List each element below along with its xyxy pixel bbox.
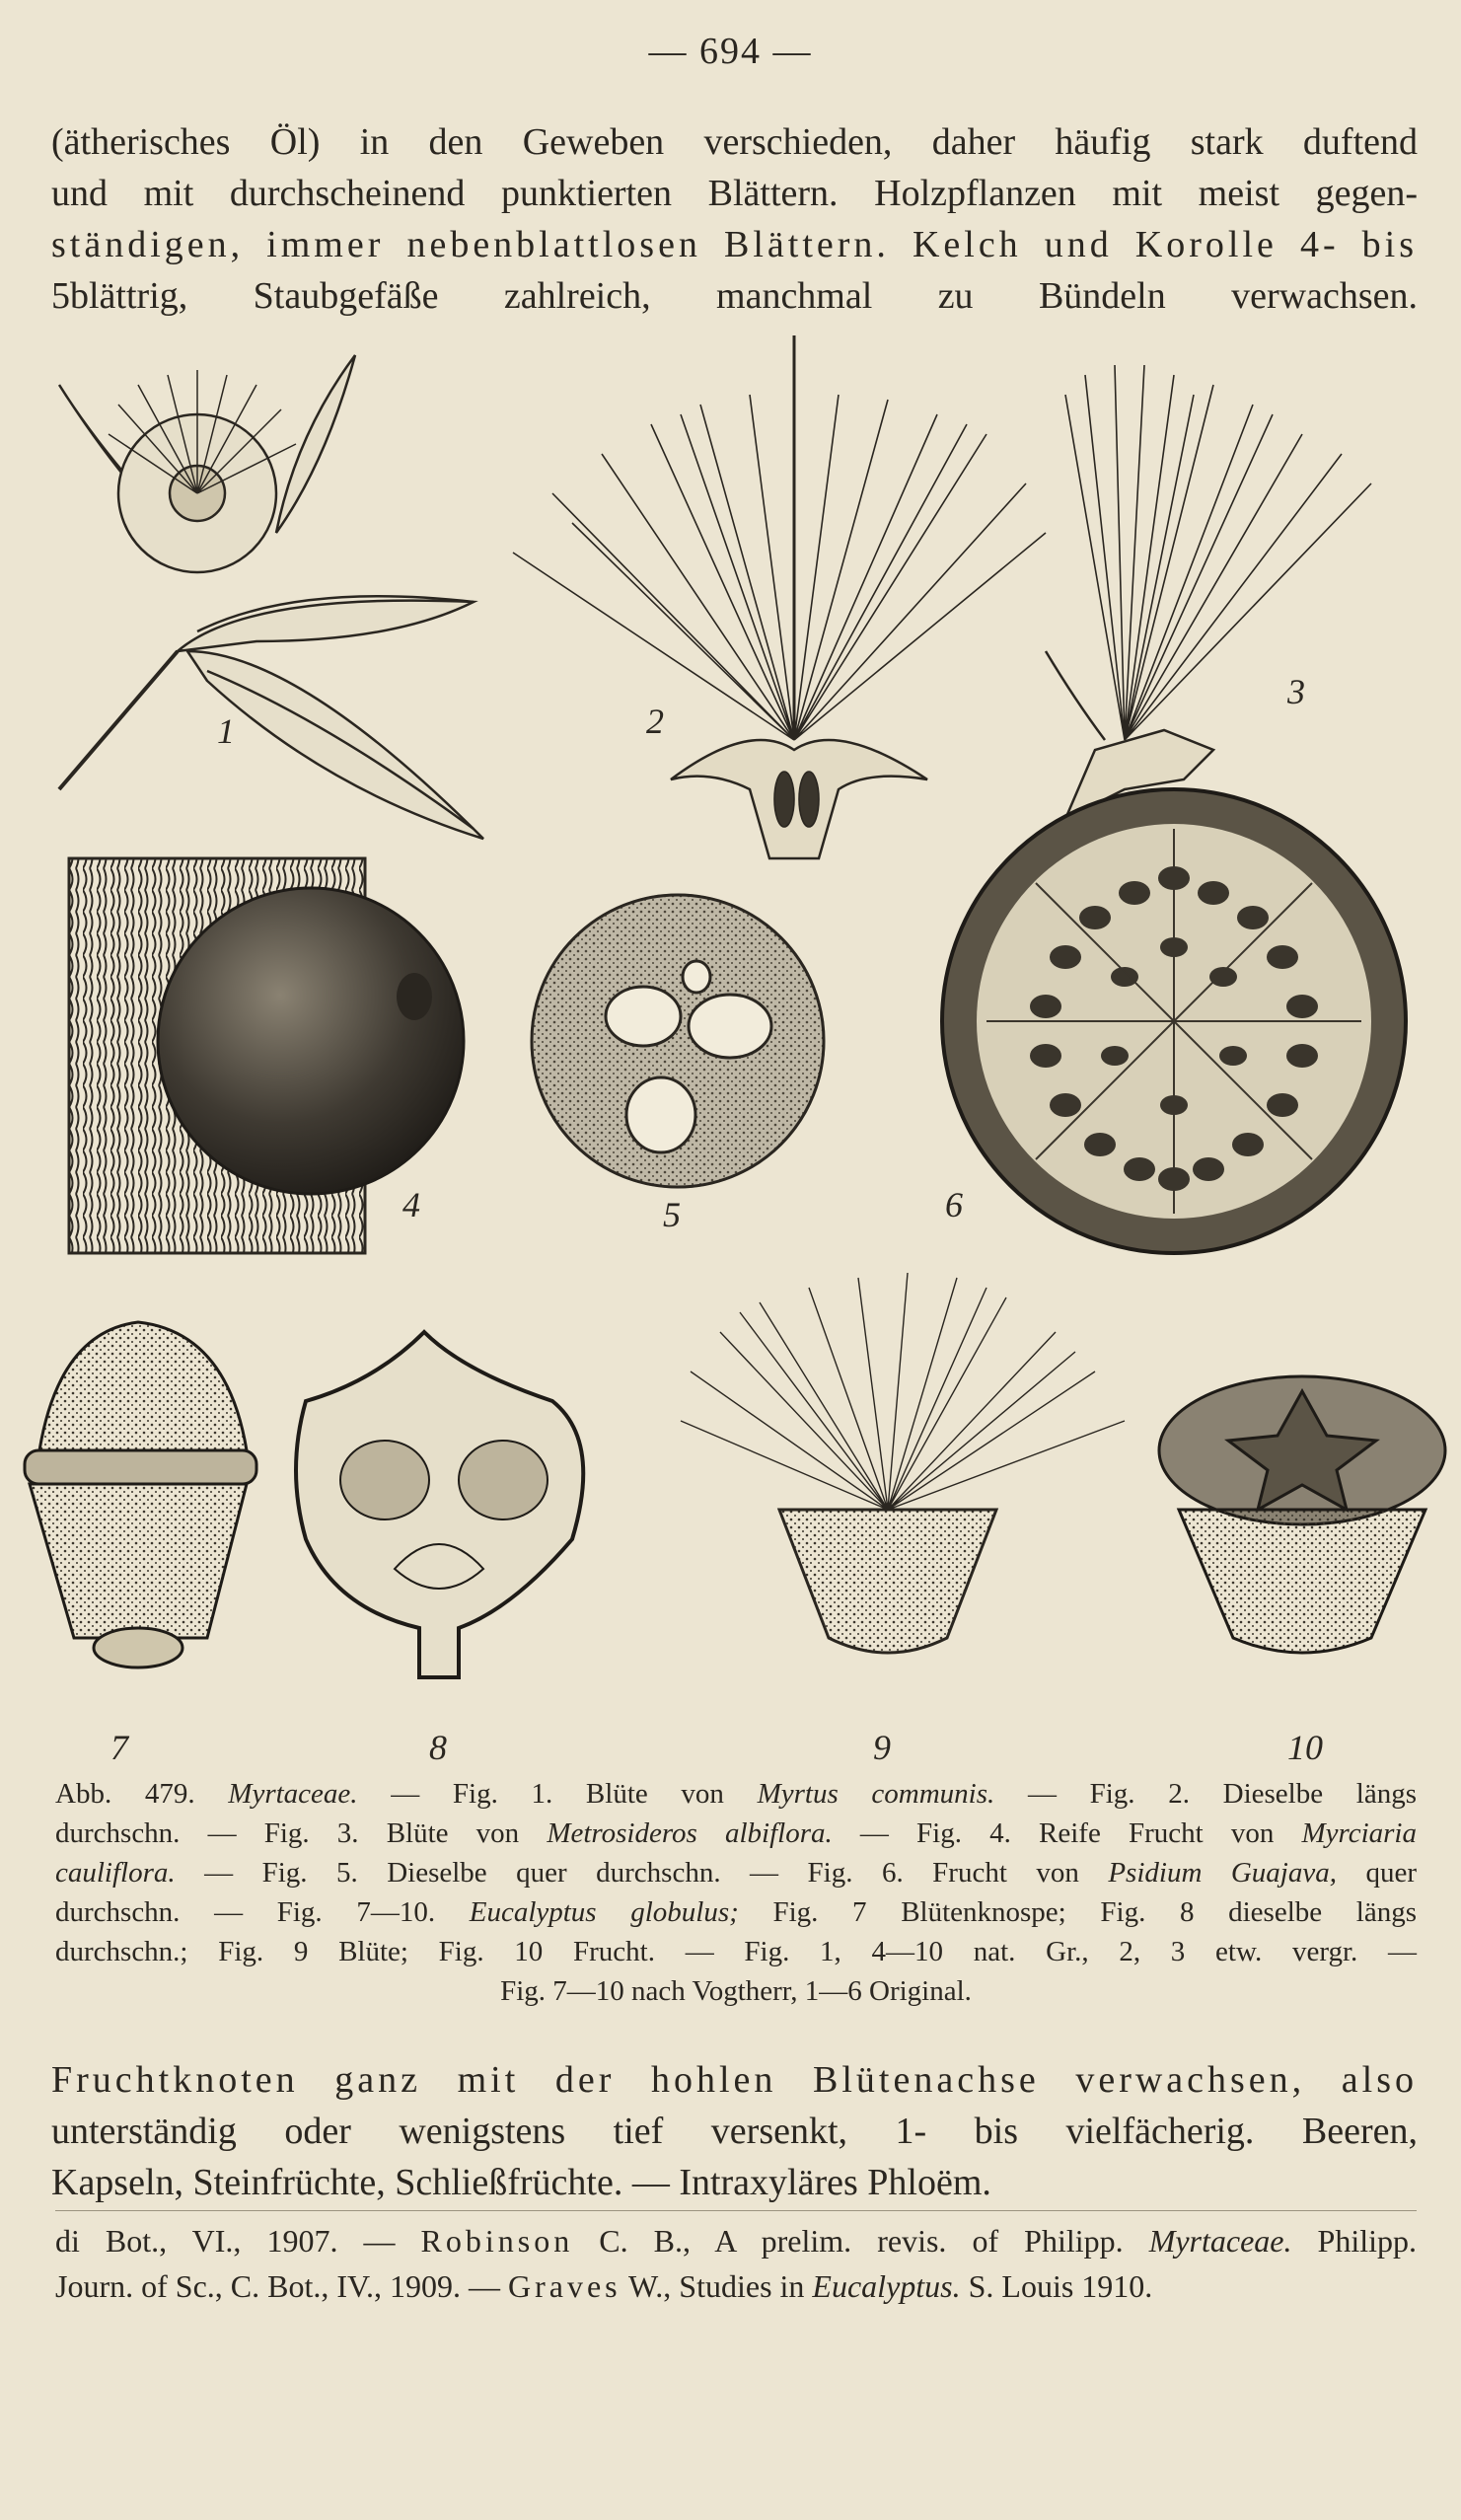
caption-text: quer <box>1336 1857 1417 1889</box>
figure-caption <box>55 1774 1417 2011</box>
reference-text: W., Studies in <box>621 2268 813 2304</box>
botanical-illustrations <box>0 326 1461 1776</box>
figure-label-8: 8 <box>429 1728 447 1767</box>
figure-label-5: 5 <box>663 1195 681 1234</box>
figure-10-drawing <box>1159 1376 1445 1653</box>
caption-line: durchschn.; Fig. 9 Blüte; Fig. 10 Frucht. — Fig. 1, 4—10 nat. Gr., 2, 3 etw. vergr. — <box>55 1936 1417 1967</box>
caption-line <box>55 1774 1417 1814</box>
figure-label-3: 3 <box>1287 672 1305 711</box>
figure-label-9: 9 <box>873 1728 891 1767</box>
references <box>55 2218 1417 2309</box>
page-number: — 694 — <box>648 31 813 72</box>
reference-line <box>55 2263 1417 2309</box>
caption-text: — Fig. 1. Blüte von <box>357 1778 758 1810</box>
reference-author: Robinson <box>420 2223 574 2259</box>
caption-species-name: Eucalyptus globulus; <box>469 1896 739 1928</box>
figure-label-7: 7 <box>110 1728 128 1767</box>
caption-species-name: cauliflora. <box>55 1857 176 1889</box>
caption-line <box>55 1853 1417 1892</box>
figure-6-drawing <box>942 789 1406 1253</box>
intro-line: (ätherisches Öl) in den Geweben verschieden, daher häufig stark duftend <box>51 121 1418 163</box>
reference-title: Eucalyptus. <box>812 2268 961 2304</box>
figure-1-drawing <box>59 355 483 839</box>
figure-label-10: 10 <box>1287 1728 1323 1767</box>
figure-label-2: 2 <box>646 702 664 741</box>
caption-text: durchschn. — Fig. 7—10. <box>55 1896 470 1928</box>
figure-plate <box>0 326 1461 1776</box>
caption-text: — Fig. 2. Dieselbe längs <box>994 1778 1417 1810</box>
caption-line <box>55 1814 1417 1853</box>
figure-2-drawing <box>513 335 1046 858</box>
body-line: Kapseln, Steinfrüchte, Schließfrüchte. — Intraxyläres Phloëm. <box>51 2162 991 2203</box>
reference-text: Journ. of Sc., C. Bot., IV., 1909. — <box>55 2268 508 2304</box>
reference-text: C. B., A prelim. revis. of Philipp. <box>573 2223 1149 2259</box>
reference-text: di Bot., VI., 1907. — <box>55 2223 421 2259</box>
intro-line: 5blättrig, Staubgefäße zahlreich, manchmal zu Bündeln verwachsen. <box>51 275 1418 317</box>
caption-species-name: Myrciaria <box>1301 1817 1417 1849</box>
body-paragraph <box>51 2054 1418 2208</box>
caption-species-name: Myrtus communis. <box>757 1778 995 1810</box>
caption-text: Fig. 7 Blütenknospe; Fig. 8 dieselbe längs <box>738 1896 1418 1928</box>
caption-line: Fig. 7—10 nach Vogtherr, 1—6 Original. <box>500 1975 972 2007</box>
reference-author: Graves <box>507 2268 621 2304</box>
body-line: unterständig oder wenigstens tief versenkt, 1- bis vielfächerig. Beeren, <box>51 2111 1418 2152</box>
figure-7-drawing <box>25 1322 256 1668</box>
caption-species-name: Metrosideros albiflora. <box>547 1817 833 1849</box>
reference-text: Philipp. <box>1291 2223 1418 2259</box>
caption-species-name: Psidium Guajava, <box>1108 1857 1337 1889</box>
figure-3-drawing <box>1046 365 1371 819</box>
reference-line <box>55 2218 1417 2263</box>
figure-8-drawing <box>296 1332 583 1677</box>
figure-label-6: 6 <box>945 1185 963 1224</box>
intro-line: ständigen, immer nebenblattlosen Blättern. Kelch und Korolle 4- bis <box>51 224 1418 265</box>
intro-paragraph <box>51 116 1418 322</box>
footnote-divider <box>55 2210 1417 2211</box>
figure-9-drawing <box>681 1273 1125 1653</box>
reference-title: Myrtaceae. <box>1148 2223 1292 2259</box>
figure-label-1: 1 <box>217 711 235 751</box>
figure-label-4: 4 <box>402 1185 420 1224</box>
caption-line <box>55 1892 1417 1932</box>
reference-text: S. Louis 1910. <box>960 2268 1153 2304</box>
caption-text: durchschn. — Fig. 3. Blüte von <box>55 1817 548 1849</box>
body-line: Fruchtknoten ganz mit der hohlen Blütenachse verwachsen, also <box>51 2059 1418 2101</box>
figure-5-drawing <box>532 895 824 1187</box>
caption-text: Abb. 479. <box>55 1778 229 1810</box>
caption-text: — Fig. 5. Dieselbe quer durchschn. — Fig. 6. Frucht von <box>175 1857 1109 1889</box>
caption-family-name: Myrtaceae. <box>228 1778 358 1810</box>
intro-line: und mit durchscheinend punktierten Blättern. Holzpflanzen mit meist gegen- <box>51 173 1418 214</box>
caption-text: — Fig. 4. Reife Frucht von <box>832 1817 1302 1849</box>
